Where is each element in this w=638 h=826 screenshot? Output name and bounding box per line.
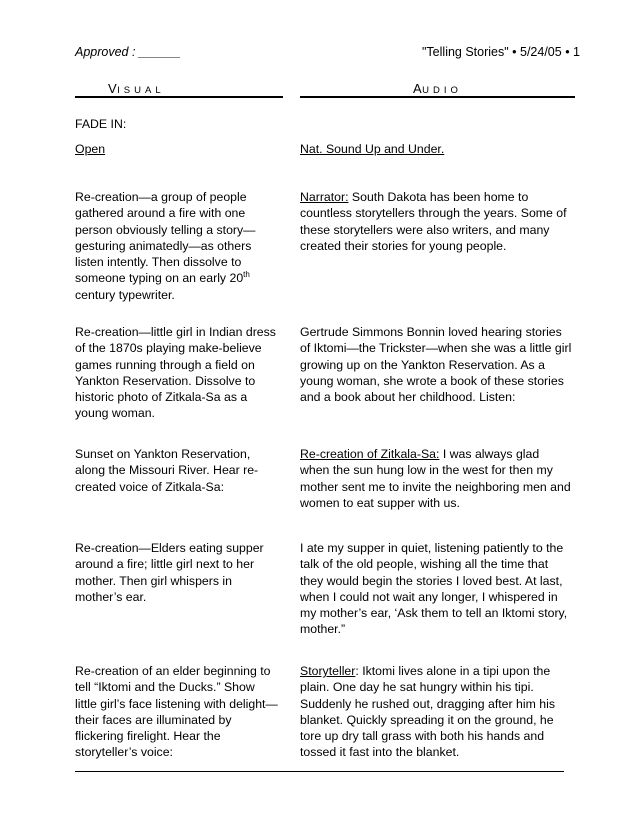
- audio-header-rule: [300, 96, 575, 98]
- speaker-label: Storyteller: [300, 664, 356, 678]
- fade-in-direction: FADE IN:: [75, 117, 127, 131]
- audio-cell: I ate my supper in quiet, listening patiently to the talk of the old people, wishing all the time that they would begin the stories I loved best. At last, when I could not wait any longer, I whispered in my mother’s ear, ‘Ask them to tell an Iktomi story, mother.”: [300, 541, 568, 637]
- visual-cell: Open: [75, 142, 106, 156]
- visual-cell: Re-creation—a group of people gathered around a fire with one person obviously telling a story—gesturing animatedly—as others listen intently. Then dissolve to someone typing on an early 20th century typewriter.: [75, 190, 256, 302]
- audio-cell: Nat. Sound Up and Under.: [300, 142, 445, 156]
- speaker-label: Narrator:: [300, 190, 349, 204]
- audio-cell: Re-creation of Zitkala-Sa: I was always glad when the sun hung low in the west for then my mother sent me to invite the neighboring men and women to eat supper with us.: [300, 447, 571, 510]
- visual-cell: Sunset on Yankton Reservation, along the Missouri River. Hear re-created voice of Zitkala-Sa:: [75, 447, 259, 494]
- speaker-label: Re-creation of Zitkala-Sa:: [300, 447, 440, 461]
- audio-column-title: AUDIO: [413, 81, 462, 96]
- visual-cell: Re-creation—little girl in Indian dress of the 1870s playing make-believe games running through a field on Yankton Reservation. Dissolve to historic photo of Zitkala-Sa as a young woman.: [75, 325, 276, 421]
- approved-field: Approved : ______: [75, 45, 181, 59]
- audio-cell: Narrator: South Dakota has been home to countless storytellers through the years. Some of these storytellers were also writers, and many created their stories for young people.: [300, 190, 567, 253]
- audio-cell: Gertrude Simmons Bonnin loved hearing stories of Iktomi—the Trickster—when she was a little girl growing up on the Yankton Reservation. As a young woman, she wrote a book of these stories and a book about her childhood. Listen:: [300, 325, 572, 405]
- visual-cell: Re-creation of an elder beginning to tell “Iktomi and the Ducks.” Show little girl’s face listening with delight—their faces are illuminated by flickering firelight. Hear the storyteller’s voice:: [75, 664, 278, 760]
- visual-header-rule: [75, 96, 283, 98]
- visual-column-title: VISUAL: [108, 81, 165, 96]
- script-title-date-page: "Telling Stories" • 5/24/05 • 1: [422, 45, 580, 59]
- page-bottom-rule: [75, 771, 564, 772]
- visual-cell: Re-creation—Elders eating supper around a fire; little girl next to her mother. Then girl whispers in mother’s ear.: [75, 541, 264, 604]
- audio-cell: Storyteller: Iktomi lives alone in a tipi upon the plain. One day he sat hungry within his tipi. Suddenly he rushed out, dragging after him his blanket. Quickly spreading it on the ground, he tore up dry tall grass with both his hands and tossed it fast into the blanket.: [300, 664, 555, 760]
